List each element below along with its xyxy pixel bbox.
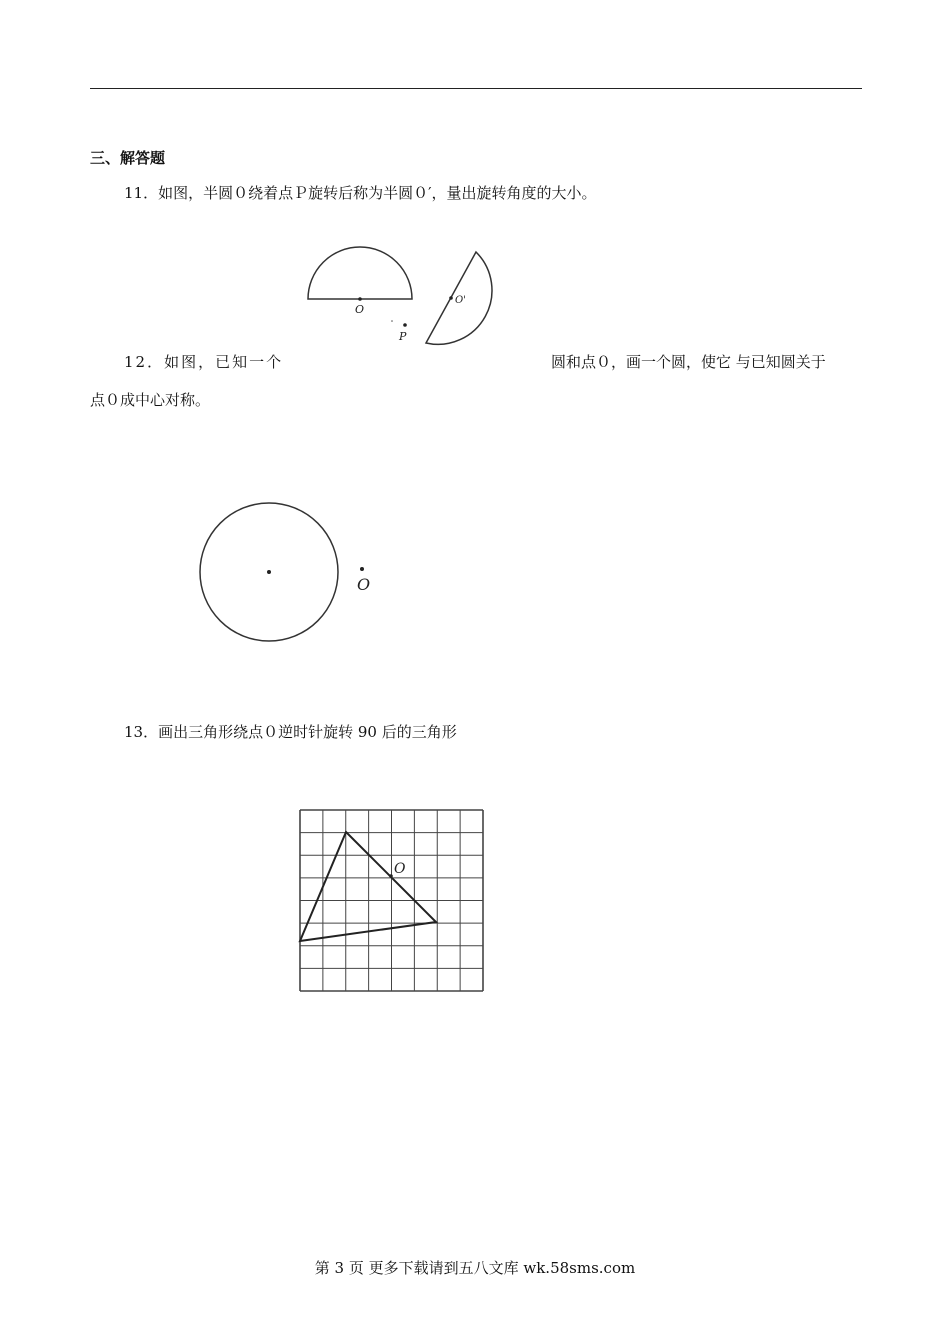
section-title: 三、解答题 bbox=[90, 149, 166, 167]
question-13: 13．画出三角形绕点０逆时针旋转 90 后的三角形 bbox=[124, 723, 457, 741]
point-o-q13 bbox=[389, 874, 393, 878]
question-12-line2: 点０成中心对称。 bbox=[90, 391, 211, 409]
label-o-q13: O bbox=[394, 861, 406, 877]
question-12-part1: 12．如图，已知一个 bbox=[124, 353, 284, 371]
label-o-prime: O' bbox=[455, 295, 466, 306]
question-12-part2: 圆和点０，画一个圆，使它 与已知圆关于 bbox=[551, 353, 826, 371]
triangle bbox=[300, 832, 436, 941]
question-11: 11．如图，半圆０绕着点Ｐ旋转后称为半圆０′，量出旋转角度的大小。 bbox=[124, 184, 597, 202]
label-o-q12: O bbox=[357, 575, 371, 594]
page-footer: 第 3 页 更多下载请到五八文库 wk.58sms.com bbox=[314, 1259, 636, 1277]
label-p: P bbox=[399, 330, 407, 343]
grid bbox=[300, 810, 483, 991]
label-o: O bbox=[355, 303, 365, 316]
